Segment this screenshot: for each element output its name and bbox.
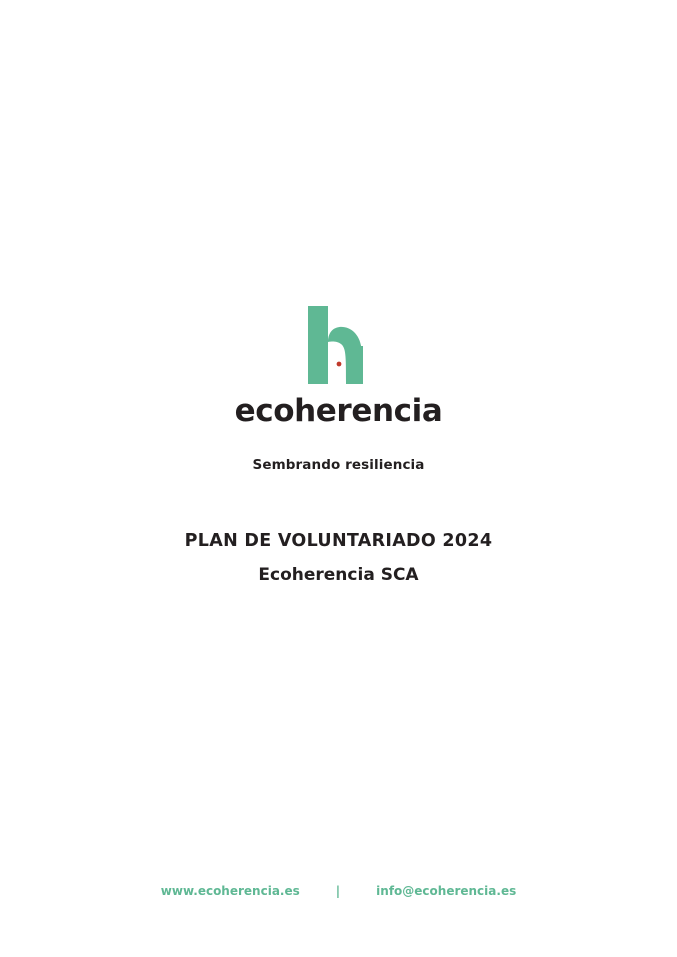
cover-title-block [0,531,677,585]
page-footer [0,884,677,898]
page-subtitle: Ecoherencia SCA [258,565,419,585]
logo-block [0,306,677,473]
ecoherencia-h-logo-icon [306,306,372,384]
page-title: PLAN DE VOLUNTARIADO 2024 [184,531,493,551]
footer-website-link[interactable]: www.ecoherencia.es [160,884,300,898]
footer-email-link[interactable]: info@ecoherencia.es [376,884,517,898]
footer-separator: | [335,884,341,898]
brand-wordmark: ecoherencia [234,393,443,429]
brand-tagline: Sembrando resiliencia [252,457,425,473]
